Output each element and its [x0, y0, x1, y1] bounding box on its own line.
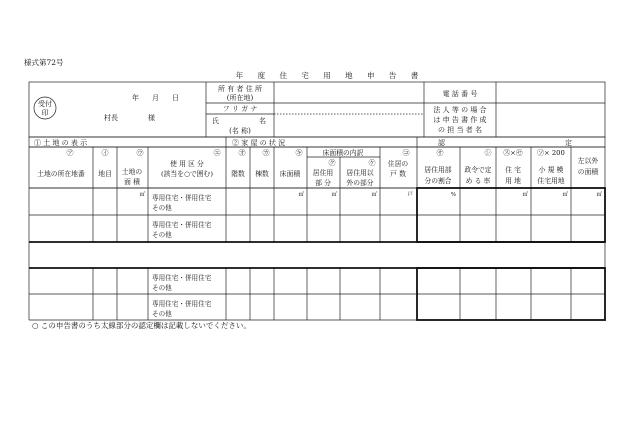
- name-sub: (名 称): [229, 127, 251, 135]
- phone-label: 電 話 番 号: [442, 90, 478, 98]
- col13-label2: 用 地: [505, 177, 521, 185]
- receipt-stamp-bottom: 印: [41, 109, 49, 117]
- col10-mark: ㋙: [402, 149, 410, 157]
- col15-label1: 左以外: [577, 157, 599, 165]
- date-day: 日: [172, 94, 179, 102]
- row2-usage-option1[interactable]: 専用住宅・併用住宅: [152, 221, 212, 229]
- row1-usage-option1[interactable]: 専用住宅・併用住宅: [152, 194, 212, 202]
- col1-mark: ㋐: [66, 149, 74, 157]
- unit-small-residential: ㎡: [562, 192, 568, 198]
- col12-mark: ㋛: [484, 149, 492, 157]
- col5-mark: ㋔: [238, 149, 246, 157]
- col1-label: 土地の所在地番: [37, 170, 85, 178]
- col9-mark: ㋘: [368, 159, 376, 167]
- row2-usage-option2[interactable]: その他: [152, 231, 172, 239]
- col10-label1: 住居の: [387, 160, 409, 168]
- col11-label1: 居住用部: [424, 166, 452, 174]
- col7-mark: ㋖: [295, 149, 303, 157]
- col6-mark: ㋕: [262, 149, 270, 157]
- col3-label2: 面 積: [124, 178, 140, 186]
- col3-label1: 土地の: [121, 168, 143, 176]
- col11-mark: ㋚: [436, 149, 444, 157]
- honorific: 様: [148, 114, 155, 122]
- row3-usage-option2[interactable]: その他: [152, 284, 172, 292]
- owner-address-label: 所 有 者 住 所: [218, 85, 262, 93]
- col13-mark: ㋜×㋝: [503, 149, 523, 157]
- col4-label2: (該当を○で囲む): [160, 170, 214, 178]
- unit-floor-area: ㎡: [298, 192, 304, 198]
- col8-label1: 居住用: [312, 169, 334, 177]
- col12-label2: め る 率: [465, 177, 491, 185]
- form-number: 様式第72号: [24, 58, 64, 67]
- col6-label: 棟数: [255, 170, 269, 178]
- unit-percent: %: [450, 192, 456, 198]
- col13-label1: 住 宅: [505, 166, 521, 174]
- section-approval-left: 認: [438, 139, 445, 147]
- col2-mark: ㋑: [101, 149, 109, 157]
- col2-label: 地目: [98, 170, 112, 178]
- unit-other-area: ㎡: [596, 192, 602, 198]
- section-land: ① 土 地 の 表 示: [34, 139, 88, 147]
- col7-label: 床面積: [279, 170, 301, 178]
- date-year: 年: [132, 94, 139, 102]
- col14-label1: 小 規 模: [538, 166, 564, 174]
- unit-residential-area: ㎡: [331, 192, 337, 198]
- col11-label2: 分の割合: [424, 177, 452, 185]
- receipt-stamp-top: 受付: [38, 100, 52, 108]
- col9-label2: 外の部分: [346, 179, 374, 187]
- col8-mark: ㋗: [328, 159, 336, 167]
- col4-label1: 使 用 区 分: [170, 160, 204, 168]
- unit-residential-land: ㎡: [522, 192, 528, 198]
- col15-label2: の面積: [577, 168, 599, 176]
- unit-households: 戸: [407, 192, 413, 198]
- row4-usage-option2[interactable]: その他: [152, 310, 172, 318]
- col10-label2: 戸 数: [390, 170, 406, 178]
- furigana-label: フ リ ガ ナ: [222, 105, 258, 113]
- col14-label2: 住宅用地: [537, 177, 565, 185]
- corp-line2: は 申 告 書 作 成: [433, 116, 487, 124]
- unit-land-area: ㎡: [139, 192, 145, 198]
- col4-mark: ㋓: [213, 149, 221, 157]
- col3-mark: ㋒: [136, 149, 144, 157]
- row1-usage-option2[interactable]: その他: [152, 204, 172, 212]
- name-label-left: 氏: [212, 117, 219, 125]
- unit-nonresidential-area: ㎡: [371, 192, 377, 198]
- floor-breakdown-label: 床面積の内訳: [322, 149, 364, 157]
- section-approval-right: 定: [565, 139, 572, 147]
- col5-label: 階数: [231, 170, 245, 178]
- col9-label1: 居住用以: [346, 169, 374, 177]
- row3-usage-option1[interactable]: 専用住宅・併用住宅: [152, 274, 212, 282]
- date-month: 月: [152, 94, 159, 102]
- corp-line1: 法 人 等 の 場 合: [433, 106, 487, 114]
- section-house: ② 家 屋 の 状 況: [232, 139, 286, 147]
- row4-usage-option1[interactable]: 専用住宅・併用住宅: [152, 300, 212, 308]
- village-chief: 村長: [104, 114, 118, 122]
- owner-address-sub: (所在地): [226, 94, 254, 102]
- col8-label2: 部 分: [315, 179, 331, 187]
- corp-line3: の 担 当 者 名: [438, 126, 482, 134]
- name-label-right: 名: [259, 117, 266, 125]
- col14-mark: ㋞× 200: [537, 149, 565, 157]
- col12-label1: 政令で定: [464, 166, 492, 174]
- form-title: 年 度 住 宅 用 地 申 告 書: [235, 71, 425, 80]
- footer-note: ○ この申告書のうち太線部分の認定欄は記載しないでください。: [32, 321, 251, 330]
